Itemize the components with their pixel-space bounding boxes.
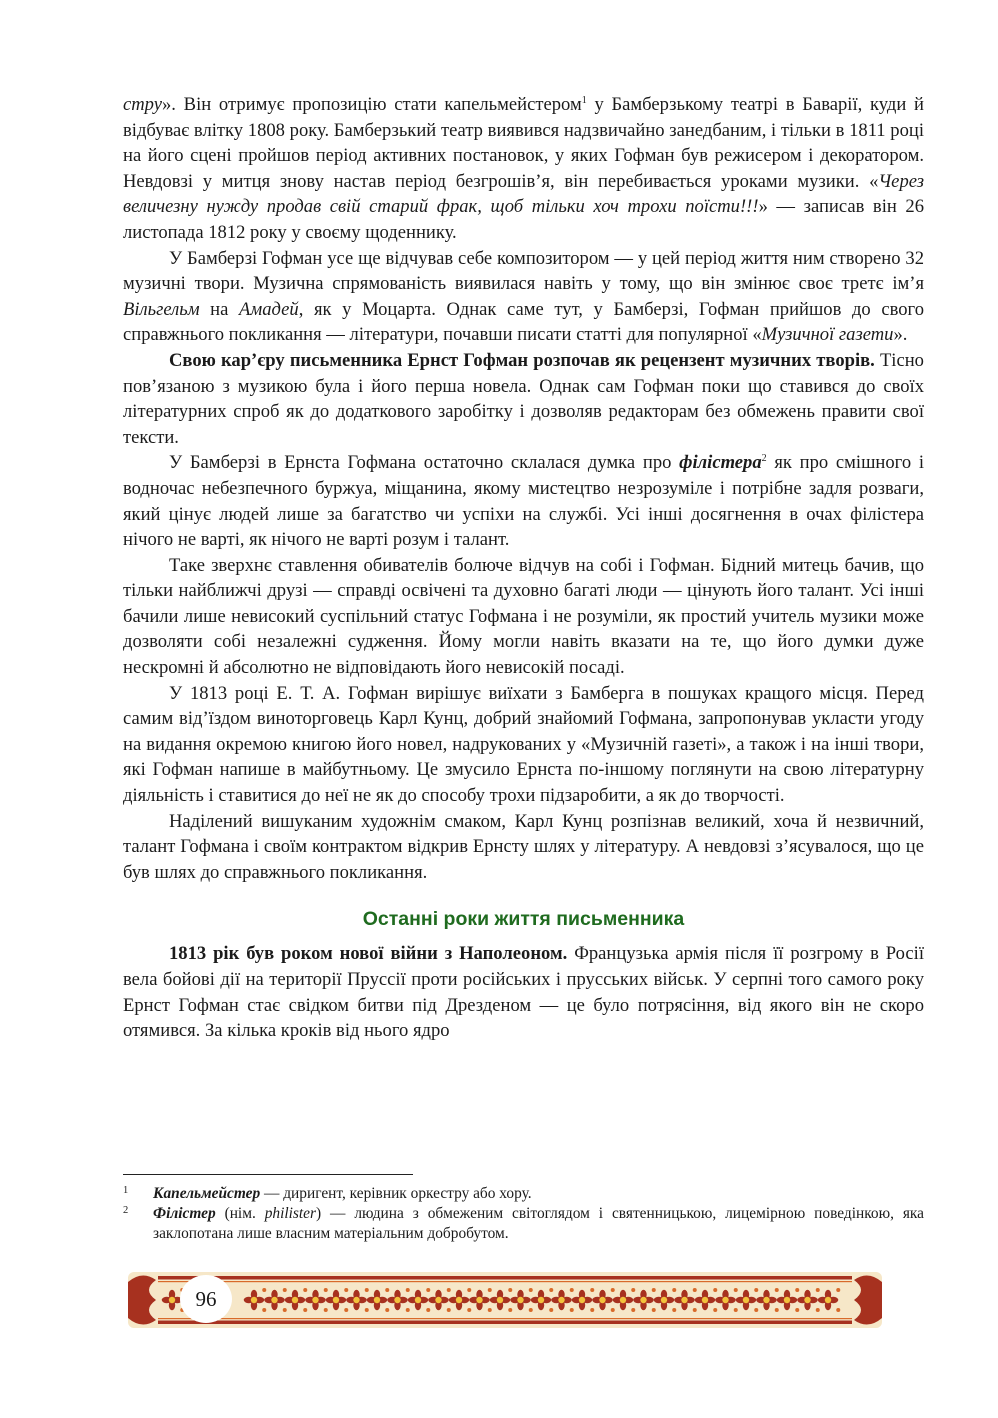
- footnote: [123, 1184, 924, 1204]
- page-number: 96: [180, 1275, 232, 1323]
- text: » — записав він 26 листопада 1812 року у своєму щоденнику.: [123, 196, 924, 243]
- paragraph: [123, 92, 924, 246]
- text: Французька армія після її розгрому в Росії вела бойові дії на території Пруссії проти російських і прусських військ. У серпні того самого року Ернст Гофман стає свідком битви під Дрезденом — це було потрясіння, від якого він не скоро отямився. За кілька кроків від нього ядро: [123, 943, 924, 1042]
- footnote-number: 2: [123, 1205, 129, 1216]
- ornament-bottom-thin-border: [158, 1318, 852, 1319]
- text: Тісно пов’язаною з музикою була і його перша новела. Однак сам Гофман поки що ставився до своїх літературних спроб як до додаткового заробітку і дозволяв редакторам без обмежень правити свої тексти.: [123, 349, 924, 448]
- bold-lead: Свою кар’єру письменника Ернст Гофман розпочав як рецензент музичних творів.: [169, 349, 875, 371]
- text: У Бамберзі в Ернста Гофмана остаточно склалася думка про: [169, 452, 680, 474]
- footnote-number: 1: [123, 1185, 129, 1196]
- italic-text: Вільгельм: [123, 298, 200, 320]
- section-heading: Останні роки життя письменника: [362, 908, 685, 931]
- paragraph: [123, 246, 924, 348]
- ornament-right-scroll: [854, 1275, 882, 1324]
- paragraph: У 1813 році Е. Т. А. Гофман вирішує виїхати з Бамберга в пошуках кращого місця. Перед самим від’їздом виноторговець Карл Кунц, добрий знайомий Гофмана, запропонував укласти угоду на видання окремою книгою його новел, надрукованих у «Музичній газеті», а також і на інші твори, які Гофман напише в майбутньому. Це змусило Ернста по-іншому поглянути на свою літературну діяльність і ставитися до неї не як до способу трохи підзаробити, а як до творчості.: [123, 682, 924, 807]
- text: , як у Моцарта. Однак саме тут, у Бамберзі, Гофман прийшов до свого справжнього покликання — літератури, почавши писати статті для популярної «: [123, 298, 924, 346]
- footnotes: [123, 1184, 924, 1244]
- ornament-top-border: [158, 1276, 852, 1280]
- text: ». Він отримує пропозицію стати капельмейстером: [162, 94, 582, 115]
- footnote-ref[interactable]: 2: [761, 453, 767, 465]
- text: як про смішного і водночас небезпечного буржуа, міщанина, якому мистецтво незрозуміле і потрібне задля розваги, який цінує людей лише за багатство чи успіхи на службі. Усі інші досягнення в очах філістера нічого не варті, як нічого не варті розум і талант.: [123, 452, 925, 551]
- bold-italic-term: філістера: [679, 452, 762, 474]
- paragraph: Таке зверхнє ставлення обивателів болюче відчув на собі і Гофман. Бідний митець бачив, що тільки найближчі друзі — справді освічені та духовно багаті люди — цінують його талант. Усі інші бачили лише невисокий суспільний статус Гофмана і не розуміли, як простий учитель музики може дозволяти собі незалежні судження. Йому могли навіть вказати на те, що його думки дуже нескромні й абсолютно не відповідають його невисокій посаді.: [123, 554, 924, 679]
- paragraph: Наділений вишуканим художнім смаком, Карл Кунц розпізнав великий, хоча й незвичний, талант Гофмана і своїм контрактом відкрив Ернсту шлях у літературу. А невдовзі з’ясувалося, що це був шлях до справжнього покликання.: [123, 810, 924, 883]
- footnote-text: ) — людина з обмеженим світоглядом і святенницькою, лицемірною поведінкою, яка заклопотана лише власним матеріальним добробутом.: [153, 1205, 925, 1242]
- text: ».: [893, 324, 908, 346]
- paragraph: [123, 941, 924, 1043]
- text: У Бамберзі Гофман усе ще відчував себе композитором — у цей період життя ним створено 32 музичні твори. Музична спрямованість виявилася навіть у тому, що він змінює своє третє ім’я: [123, 247, 924, 295]
- decorative-ornament-band: [122, 1268, 888, 1332]
- footnote-ref[interactable]: 1: [581, 94, 587, 106]
- italic-text: стру: [123, 94, 162, 115]
- ornament-top-thin-border: [158, 1281, 852, 1282]
- italic-text: Амадей: [239, 298, 299, 320]
- text: на: [199, 298, 239, 320]
- footnote-term: Капельмейстер: [153, 1185, 261, 1202]
- footnote-divider: [123, 1174, 413, 1175]
- italic-text: Музичної газети: [761, 324, 894, 346]
- ornament-left-scroll: [128, 1275, 156, 1324]
- page-body: [123, 92, 924, 1044]
- paragraph: [123, 450, 924, 552]
- footnote: [123, 1204, 924, 1244]
- footnote-text: (нім.: [215, 1205, 265, 1222]
- text: у Бамберзькому театрі в Баварії, куди й відбуває влітку 1808 року. Бамберзький театр виявився надзвичайно занедбаним, і тільки в 1811 році на його сцені пройшов період активних постановок, у яких Гофман був режисером і декоратором. Невдовзі у митця знову настав період безгрошів’я, він перебивається уроками музики. «: [123, 94, 924, 192]
- ornament-bottom-border: [158, 1321, 852, 1325]
- paragraph: [123, 348, 924, 450]
- footnote-foreign-word: philister: [264, 1205, 317, 1222]
- italic-quote: Через величезну нужду продав свій старий фрак, щоб тільки хоч трохи поїсти!!!: [123, 170, 924, 218]
- footnote-term: Філістер: [153, 1205, 216, 1222]
- bold-lead: 1813 рік був роком нової війни з Наполеоном.: [169, 943, 568, 965]
- footnote-text: — диригент, керівник оркестру або хору.: [260, 1185, 532, 1202]
